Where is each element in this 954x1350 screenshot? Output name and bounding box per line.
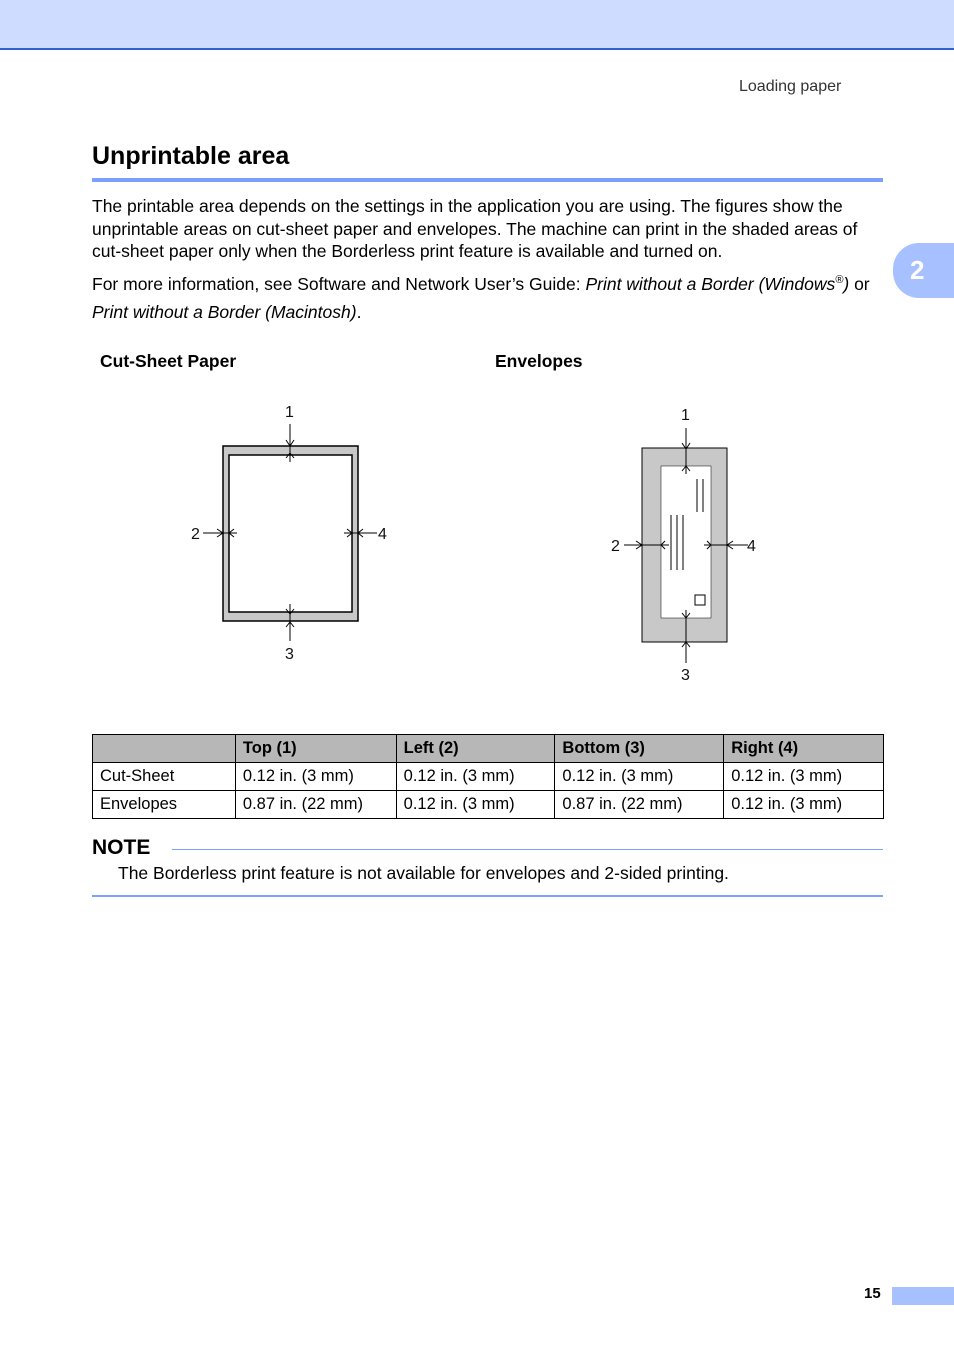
table-cell: Cut-Sheet: [93, 763, 236, 791]
header-band: [0, 0, 954, 50]
table-header-row: [93, 735, 884, 763]
cut-sheet-label-3: 3: [285, 646, 294, 663]
cut-sheet-label-4: 4: [378, 526, 387, 543]
table-header-cell: Bottom (3): [555, 735, 724, 763]
chapter-tab: [893, 243, 954, 298]
reference-link-windows: Print without a Border (Windows®): [585, 274, 850, 294]
table-cell: 0.12 in. (3 mm): [396, 791, 555, 819]
note-title: NOTE: [92, 836, 151, 859]
table-row: [93, 791, 884, 819]
chapter-number: 2: [910, 255, 925, 285]
table-cell: 0.87 in. (22 mm): [555, 791, 724, 819]
intro-paragraph: The printable area depends on the settings in the application you are using. The figures show the unprintable areas on cut-sheet paper and envelopes. The machine can print in the shaded areas of cut-sheet paper only when the Borderless print feature is available and turned on.: [92, 196, 858, 261]
table-cell: 0.87 in. (22 mm): [235, 791, 396, 819]
envelope-label-1: 1: [681, 407, 690, 424]
reference-link-mac: Print without a Border (Macintosh): [92, 302, 357, 322]
title-rule: [92, 178, 883, 182]
table-header-cell: [93, 735, 236, 763]
envelope-diagram: [600, 400, 770, 690]
running-header: Loading paper: [739, 78, 842, 95]
table-header-cell: Right (4): [724, 735, 884, 763]
cut-sheet-diagram: [180, 395, 410, 670]
table-header-cell: Top (1): [235, 735, 396, 763]
envelopes-caption: Envelopes: [495, 351, 583, 371]
cut-sheet-label-2: 2: [191, 526, 200, 543]
reference-suffix: .: [356, 302, 362, 322]
note-text: The Borderless print feature is not available for envelopes and 2-sided printing.: [118, 863, 729, 883]
table-row: [93, 763, 884, 791]
table-cell: 0.12 in. (3 mm): [724, 791, 884, 819]
envelope-label-2: 2: [611, 538, 620, 555]
cut-sheet-label-1: 1: [285, 404, 294, 421]
table-cell: 0.12 in. (3 mm): [396, 763, 555, 791]
table-header-cell: Left (2): [396, 735, 555, 763]
cut-sheet-caption: Cut-Sheet Paper: [100, 351, 237, 371]
note-rule: [172, 849, 883, 850]
table-cell: 0.12 in. (3 mm): [555, 763, 724, 791]
note-rule-bottom: [92, 895, 883, 897]
table-cell: Envelopes: [93, 791, 236, 819]
envelope-label-3: 3: [681, 667, 690, 684]
page-number: 15: [864, 1285, 881, 1302]
footer-tab: [892, 1287, 954, 1305]
envelope-label-4: 4: [747, 538, 756, 555]
reference-paragraph: [92, 270, 884, 326]
reference-middle: or: [849, 274, 870, 294]
registered-mark: ®: [835, 274, 844, 287]
cut-sheet-printable-area: [229, 455, 352, 612]
table-cell: 0.12 in. (3 mm): [724, 763, 884, 791]
table-cell: 0.12 in. (3 mm): [235, 763, 396, 791]
page-title: Unprintable area: [92, 142, 290, 170]
reference-prefix: For more information, see Software and Network User’s Guide:: [92, 274, 586, 294]
unprintable-margins-table: [92, 734, 884, 819]
